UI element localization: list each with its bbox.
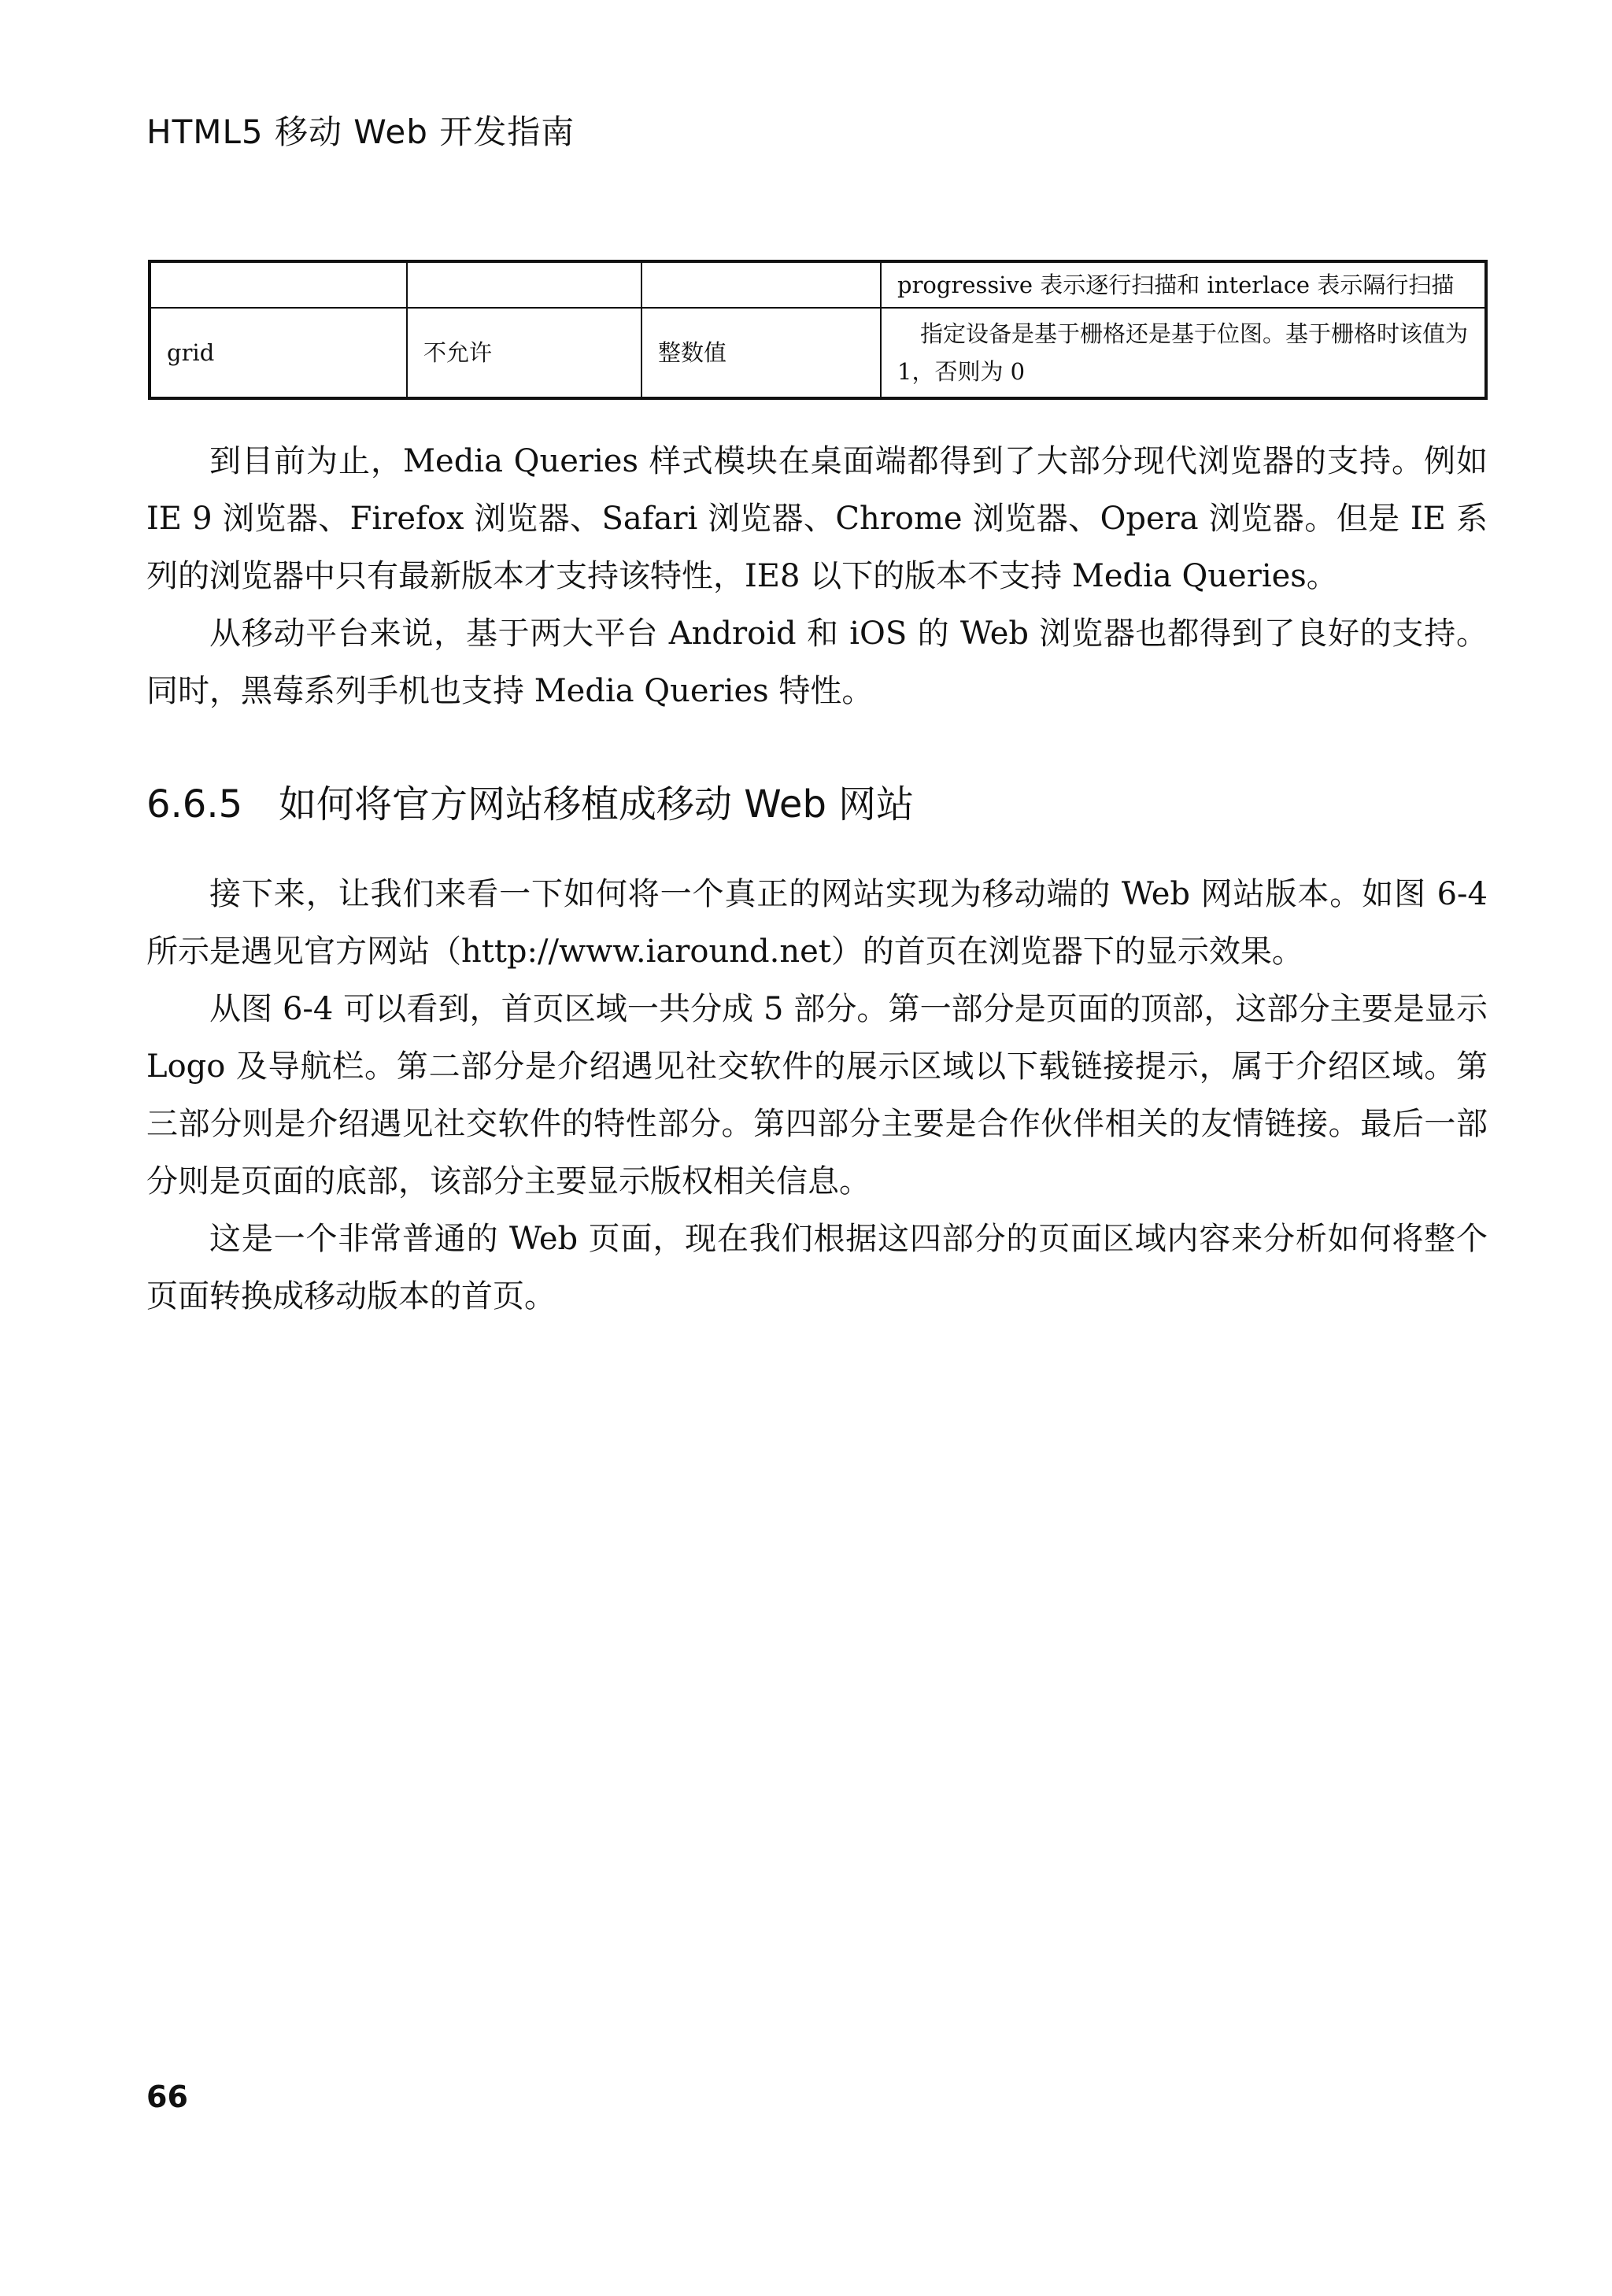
body-paragraph: 从移动平台来说，基于两大平台 Android 和 iOS 的 Web 浏览器也都得到了良好的支持。同时，黑莓系列手机也支持 Media Queries 特性。	[146, 616, 1488, 709]
table-cell: progressive 表示逐行扫描和 interlace 表示隔行扫描	[881, 261, 1486, 308]
running-header: HTML5 移动 Web 开发指南	[146, 113, 575, 151]
table-cell	[150, 261, 407, 308]
table-cell	[407, 261, 641, 308]
table-row	[150, 261, 1486, 308]
table-cell: 不允许	[407, 308, 641, 398]
table-row	[150, 308, 1486, 398]
section-number: 6.6.5	[146, 782, 243, 826]
table-cell	[641, 261, 881, 308]
page-number: 66	[146, 2080, 188, 2114]
body-paragraph: 到目前为止，Media Queries 样式模块在桌面端都得到了大部分现代浏览器的支持。例如 IE 9 浏览器、Firefox 浏览器、Safari 浏览器、Chrome 浏览器、Opera 浏览器。但是 IE 系列的浏览器中只有最新版本才支持该特性，IE8 以下的版本不支持 Media Queries。	[146, 443, 1488, 594]
section-title: 如何将官方网站移植成移动 Web 网站	[279, 782, 915, 826]
table-cell: 指定设备是基于栅格还是基于位图。基于栅格时该值为 1，否则为 0	[881, 308, 1486, 398]
media-feature-table	[148, 260, 1488, 400]
table-cell: grid	[150, 308, 407, 398]
body-paragraph: 从图 6-4 可以看到，首页区域一共分成 5 部分。第一部分是页面的顶部，这部分主要是显示 Logo 及导航栏。第二部分是介绍遇见社交软件的展示区域以下载链接提示，属于介绍区域。第三部分则是介绍遇见社交软件的特性部分。第四部分主要是合作伙伴相关的友情链接。最后一部分则是页面的底部，该部分主要显示版权相关信息。	[146, 991, 1488, 1200]
table-cell: 整数值	[641, 308, 881, 398]
body-paragraph: 这是一个非常普通的 Web 页面，现在我们根据这四部分的页面区域内容来分析如何将整个页面转换成移动版本的首页。	[146, 1221, 1488, 1314]
section-heading	[146, 779, 914, 830]
body-paragraph: 接下来，让我们来看一下如何将一个真正的网站实现为移动端的 Web 网站版本。如图 6-4 所示是遇见官方网站（http://www.iaround.net）的首页在浏览器下的显示效果。	[146, 876, 1488, 970]
